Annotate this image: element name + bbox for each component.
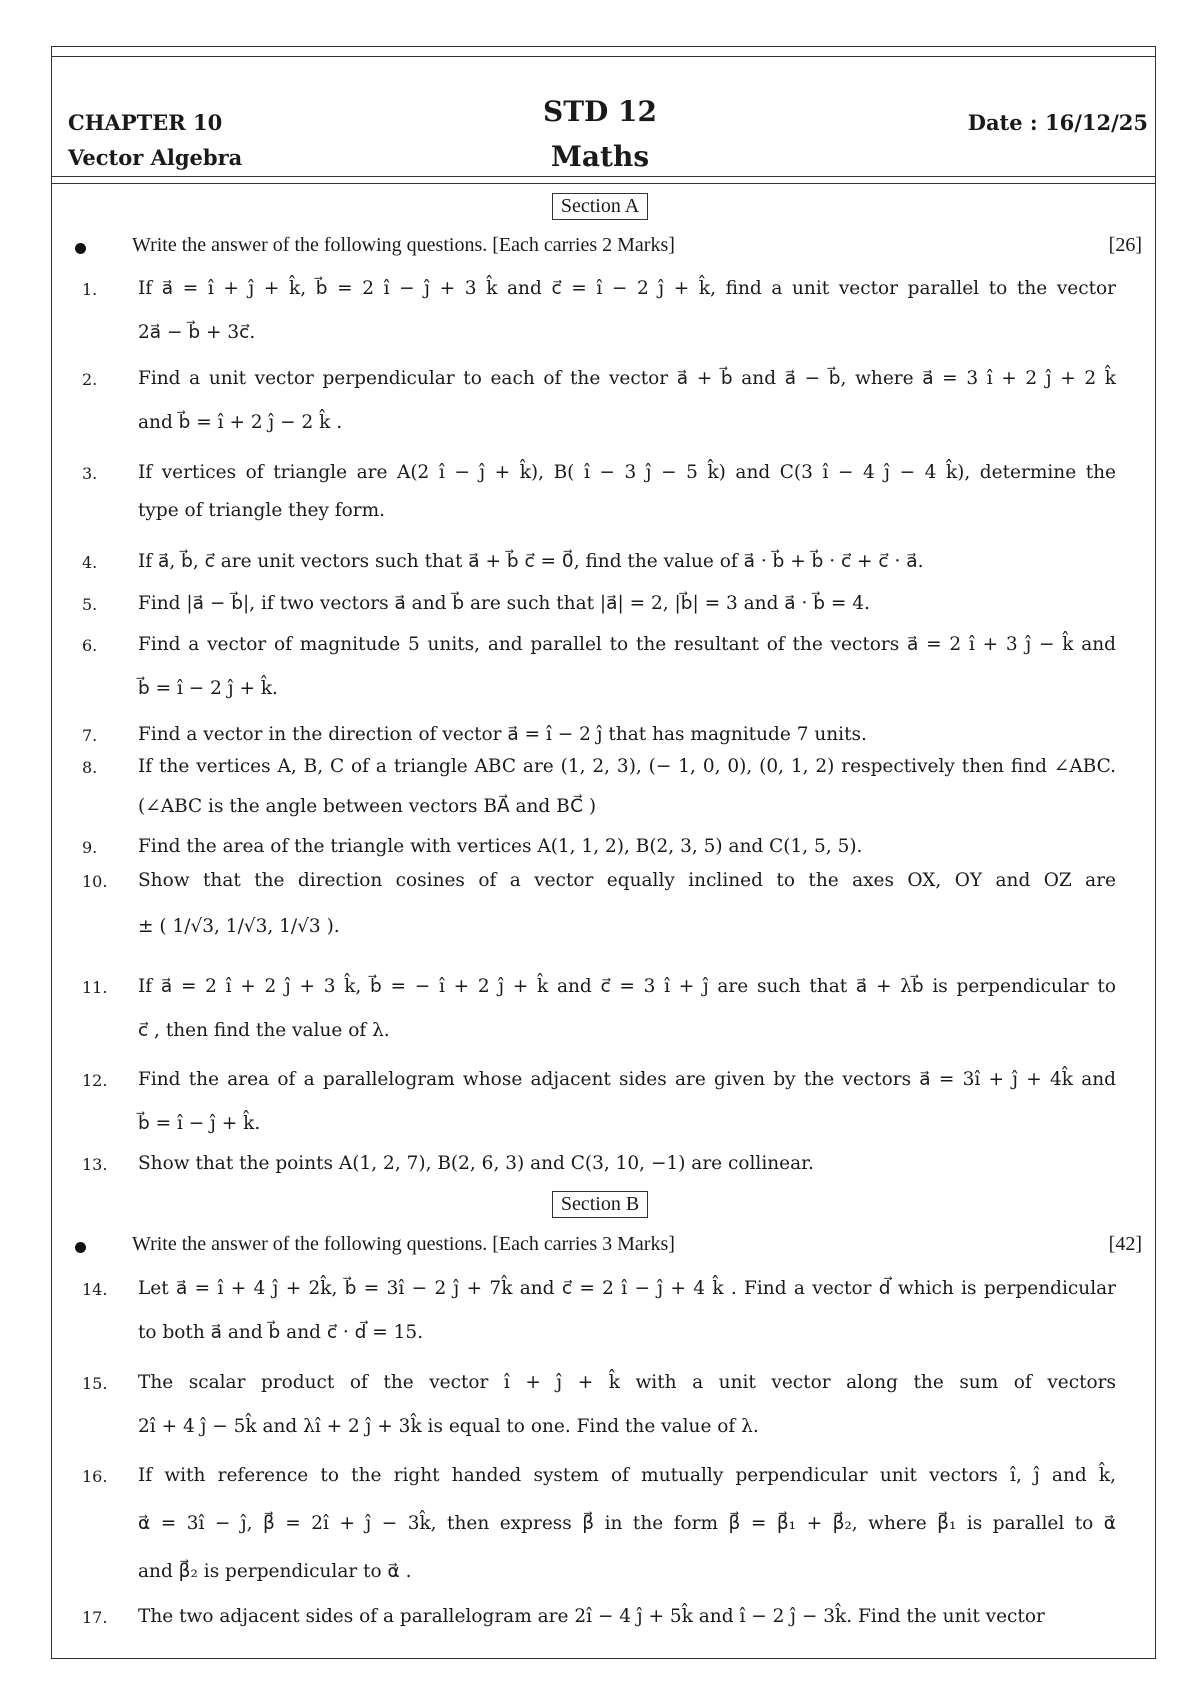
question-line: If a⃗, b⃗, c⃗ are unit vectors such that a⃗ + b⃗ c⃗ = 0⃗, find the value of a⃗ · b⃗ + b⃗ · c⃗ + c⃗ · a⃗. <box>138 551 924 572</box>
question-number: 15. <box>82 1374 108 1393</box>
question-line: Find a vector of magnitude 5 units, and parallel to the resultant of the vectors a⃗ = 2 î + 3 ĵ − k̂ and <box>138 634 1116 655</box>
question-number: 3. <box>82 464 98 483</box>
question-line: ± ( 1/√3, 1/√3, 1/√3 ). <box>138 916 340 937</box>
question-line: α⃗ = 3î − ĵ, β⃗ = 2î + ĵ − 3k̂, then express β⃗ in the form β⃗ = β⃗₁ + β⃗₂, where β⃗₁ is parallel to α⃗ <box>138 1513 1116 1534</box>
section-a-heading <box>0 193 1200 220</box>
question-line: The two adjacent sides of a parallelogram are 2î − 4 ĵ + 5k̂ and î − 2 ĵ − 3k̂. Find the unit vector <box>138 1606 1045 1627</box>
question-line: If a⃗ = î + ĵ + k̂, b⃗ = 2 î − ĵ + 3 k̂ and c⃗ = î − 2 ĵ + k̂, find a unit vector parallel to the vector <box>138 278 1116 299</box>
question-number: 9. <box>82 838 98 857</box>
question-number: 2. <box>82 370 98 389</box>
bullet-icon <box>75 1242 86 1253</box>
question-number: 7. <box>82 726 98 745</box>
question-line: Find a vector in the direction of vector a⃗ = î − 2 ĵ that has magnitude 7 units. <box>138 724 867 745</box>
question-line: Find the area of a parallelogram whose adjacent sides are given by the vectors a⃗ = 3î + ĵ + 4k̂ and <box>138 1069 1116 1090</box>
section-a-label: Section A <box>552 193 648 220</box>
question-line: Find |a⃗ − b⃗|, if two vectors a⃗ and b⃗ are such that |a⃗| = 2, |b⃗| = 3 and a⃗ · b⃗ = 4. <box>138 593 870 614</box>
question-number: 14. <box>82 1280 108 1299</box>
question-line: and β⃗₂ is perpendicular to α⃗ . <box>138 1561 412 1582</box>
question-line: 2a⃗ − b⃗ + 3c⃗. <box>138 322 256 343</box>
header-bottom-rule-2 <box>51 183 1156 184</box>
question-number: 6. <box>82 636 98 655</box>
question-line: Find a unit vector perpendicular to each of the vector a⃗ + b⃗ and a⃗ − b⃗, where a⃗ = 3 î + 2 ĵ + 2 k̂ <box>138 368 1116 389</box>
question-line: Find the area of the triangle with vertices A(1, 1, 2), B(2, 3, 5) and C(1, 5, 5). <box>138 836 863 857</box>
question-line: 2î + 4 ĵ − 5k̂ and λî + 2 ĵ + 3k̂ is equal to one. Find the value of λ. <box>138 1416 759 1437</box>
bullet-icon <box>75 243 86 254</box>
question-number: 11. <box>82 978 108 997</box>
topic-label: Vector Algebra <box>68 145 243 170</box>
section-a-instruction-text: Write the answer of the following questions. [Each carries 2 Marks] <box>132 234 675 256</box>
question-number: 5. <box>82 595 98 614</box>
question-number: 13. <box>82 1155 108 1174</box>
question-number: 17. <box>82 1608 108 1627</box>
header-bottom-rule <box>51 176 1156 177</box>
question-line: to both a⃗ and b⃗ and c⃗ · d⃗ = 15. <box>138 1322 424 1343</box>
section-b-label: Section B <box>552 1191 648 1218</box>
question-number: 8. <box>82 758 98 777</box>
header-top-rule <box>51 56 1156 57</box>
section-a-marks: [26] <box>1108 234 1142 256</box>
standard-label: STD 12 <box>542 95 658 128</box>
question-line: Show that the points A(1, 2, 7), B(2, 6, 3) and C(3, 10, −1) are collinear. <box>138 1153 814 1174</box>
section-b-heading <box>0 1191 1200 1218</box>
section-b-instruction-text: Write the answer of the following questions. [Each carries 3 Marks] <box>132 1233 675 1255</box>
subject-label: Maths <box>550 140 650 173</box>
question-line: b⃗ = î − 2 ĵ + k̂. <box>138 678 278 699</box>
date-label: Date : 16/12/25 <box>967 110 1148 135</box>
section-b-marks: [42] <box>1108 1233 1142 1255</box>
question-line: Show that the direction cosines of a vector equally inclined to the axes OX, OY and OZ are <box>138 870 1116 891</box>
question-number: 4. <box>82 553 98 572</box>
question-line: If the vertices A, B, C of a triangle ABC are (1, 2, 3), (− 1, 0, 0), (0, 1, 2) respectively then find ∠ABC. <box>138 756 1116 777</box>
question-line: If with reference to the right handed system of mutually perpendicular unit vectors î, ĵ and k̂, <box>138 1465 1116 1486</box>
question-number: 16. <box>82 1467 108 1486</box>
question-line: type of triangle they form. <box>138 500 386 521</box>
question-number: 1. <box>82 280 98 299</box>
question-line: If a⃗ = 2 î + 2 ĵ + 3 k̂, b⃗ = − î + 2 ĵ + k̂ and c⃗ = 3 î + ĵ are such that a⃗ + λb⃗ is perpendicular to <box>138 976 1116 997</box>
question-number: 10. <box>82 872 108 891</box>
question-number: 12. <box>82 1071 108 1090</box>
question-line: If vertices of triangle are A(2 î − ĵ + k̂), B( î − 3 ĵ − 5 k̂) and C(3 î − 4 ĵ − 4 k̂), determine the <box>138 462 1116 483</box>
question-line: (∠ABC is the angle between vectors BA⃗ and BC⃗ ) <box>138 796 597 817</box>
chapter-label: CHAPTER 10 <box>68 110 223 135</box>
question-line: and b⃗ = î + 2 ĵ − 2 k̂ . <box>138 412 343 433</box>
question-line: The scalar product of the vector î + ĵ + k̂ with a unit vector along the sum of vectors <box>138 1372 1116 1393</box>
question-line: Let a⃗ = î + 4 ĵ + 2k̂, b⃗ = 3î − 2 ĵ + 7k̂ and c⃗ = 2 î − ĵ + 4 k̂ . Find a vector d⃗ which is perpendicular <box>138 1278 1116 1299</box>
question-line: b⃗ = î − ĵ + k̂. <box>138 1113 261 1134</box>
question-line: c⃗ , then find the value of λ. <box>138 1020 390 1041</box>
